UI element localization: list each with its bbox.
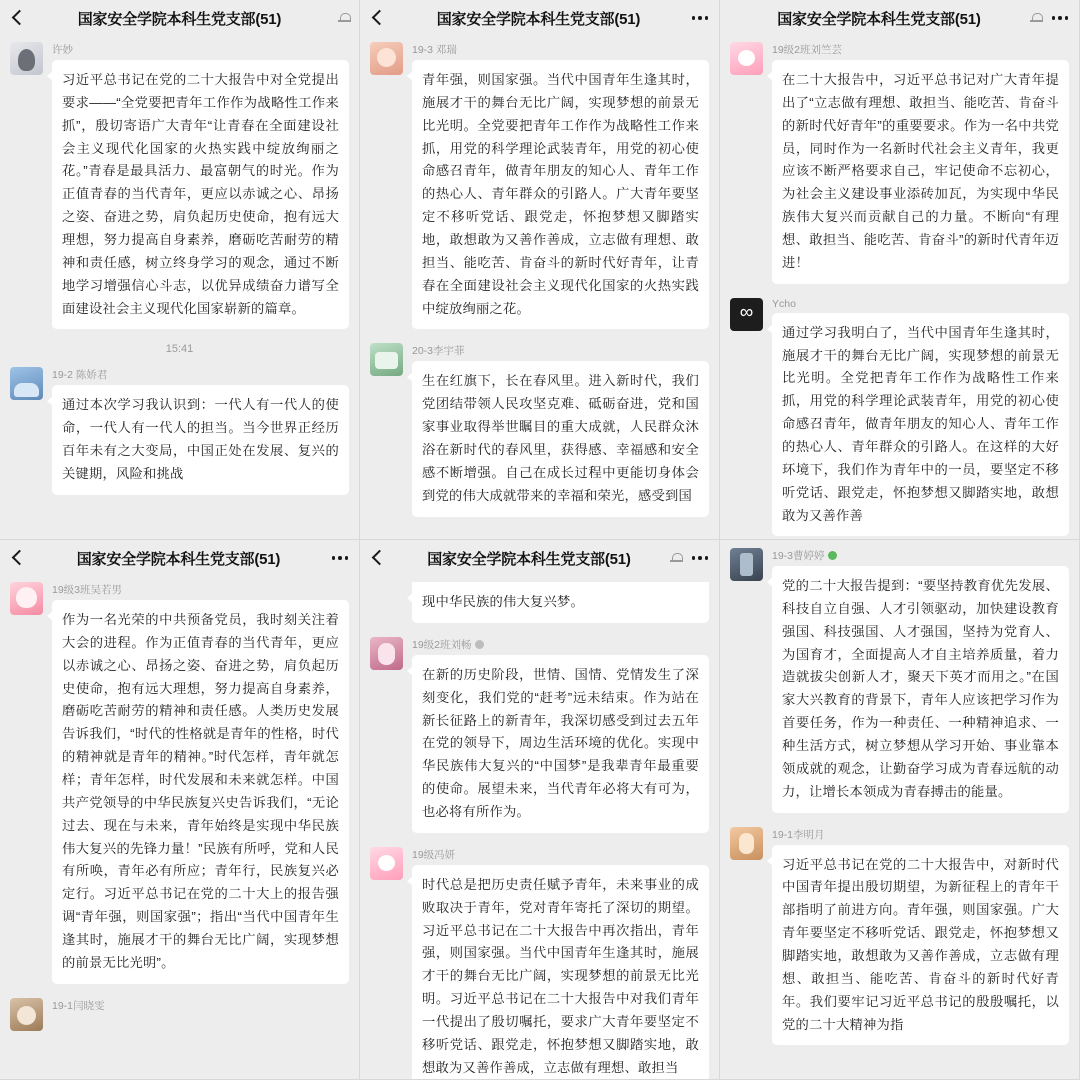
message-bubble[interactable]: 通过本次学习我认识到：一代人有一代人的使命，一代人有一代人的担当。当今世界正经历百年未有之大变局，中国正处在发展、复兴的关键期，风险和挑战 (52, 385, 349, 494)
more-options-icon[interactable] (1049, 11, 1071, 25)
message-list-3[interactable] (720, 36, 1079, 539)
titlebar-actions-4 (329, 551, 351, 565)
chat-panel-4 (0, 540, 360, 1080)
avatar[interactable] (10, 42, 43, 75)
timestamp: 15:41 (165, 343, 194, 356)
message-bubble[interactable]: 习近平总书记在党的二十大报告中对全党提出要求——“全党要把青年工作作为战略性工作来抓”，殷切寄语广大青年“让青春在全面建设社会主义现代化国家的火热实践中绽放绚丽之花。”青春是最具活力、最富朝气的时光。作为正值青春的当代青年，更应以赤诚之心、昂扬之姿、奋进之势，肩负起历史使命，抱有远大理想，努力提高自身素养，磨砺吃苦耐劳的精神和责任感，树立终身学习的观念，通过不断地学习增强信心斗志，以优异成绩奋力谱写全面建设社会主义现代化国家崭新的篇章。 (52, 60, 349, 329)
sender-label: 19级2班刘畅 (412, 638, 472, 651)
message-bubble[interactable]: 通过学习我明白了，当代中国青年生逢其时，施展才干的舞台无比广阔，实现梦想的前景无比光明。全党把青年工作作为战略性工作来抓，用党的科学理论武装青年，用党的初心使命感召青年，做青年朋友的知心人、青年工作的热心人、青年群众的引路人。在这样的大好环境下，我们作为青年中的一员，要坚定不移听党话、跟党走，怀抱梦想又脚踏实地，敢想敢为又善作善 (772, 313, 1069, 537)
message-bubble[interactable]: 时代总是把历史责任赋予青年，未来事业的成败取决于青年，党对青年寄托了深切的期望。习近平总书记在二十大报告中再次指出，青年强，则国家强。当代中国青年生逢其时，施展才干的舞台无比广阔，实现梦想的前景无比光明。习近平总书记在二十大报告中对我们青年一代提出了殷切嘱托，要求广大青年要坚定不移听党话、跟党走，怀抱梦想又脚踏实地，敢想敢为又善作善成，立志做有理想、敢担当 (412, 865, 709, 1079)
page-title: 国家安全学院本科生党支部(51) (77, 10, 282, 28)
sender-name: 许妙 (52, 44, 73, 56)
titlebar-2 (360, 0, 719, 36)
mute-bell-icon[interactable] (338, 12, 351, 25)
message-item (10, 998, 349, 1031)
chat-panel-1 (0, 0, 360, 540)
titlebar-actions-2 (689, 11, 711, 25)
message-list-6[interactable] (720, 540, 1079, 1079)
message-item (370, 343, 709, 516)
titlebar-3 (720, 0, 1079, 36)
avatar[interactable] (370, 847, 403, 880)
message-list-1[interactable] (0, 36, 359, 539)
sender-name: 19级3班吴若男 (52, 584, 123, 596)
message-bubble[interactable]: 现中华民族的伟大复兴梦。 (412, 582, 709, 623)
message-item-partial (370, 582, 709, 623)
chat-panel-2 (360, 0, 720, 540)
sender-name: 19-2 陈娇君 (52, 369, 108, 382)
back-chevron-icon[interactable] (368, 8, 388, 28)
avatar[interactable] (730, 827, 763, 860)
message-list-4[interactable] (0, 576, 359, 1079)
avatar[interactable] (730, 298, 763, 331)
message-item (730, 42, 1069, 284)
sender-name: 19-3 邓瑞 (412, 44, 457, 56)
message-bubble[interactable]: 在二十大报告中，习近平总书记对广大青年提出了“立志做有理想、敢担当、能吃苦、肯奋斗的新时代好青年”的重要要求。作为一名中共党员，同时作为一名新时代社会主义青年，我更应该不断严格要求自己，牢记使命不忘初心，为社会主义建设事业添砖加瓦，为实现中华民族伟大复兴而贡献自己的力量。不断向“有理想、敢担当、能吃苦、肯奋斗”的新时代青年迈进！ (772, 60, 1069, 284)
titlebar-actions-3 (1030, 11, 1071, 25)
message-item (370, 42, 709, 329)
avatar[interactable] (10, 582, 43, 615)
avatar[interactable] (730, 548, 763, 581)
message-list-2[interactable] (360, 36, 719, 539)
sender-name: 19级2班刘竺芸 (772, 44, 843, 56)
titlebar-actions-5 (670, 551, 711, 565)
member-badge-icon (828, 551, 837, 560)
avatar[interactable] (370, 42, 403, 75)
avatar[interactable] (730, 42, 763, 75)
sender-name (772, 548, 1069, 563)
message-item (370, 847, 709, 1079)
message-item (10, 367, 349, 494)
message-item (370, 637, 709, 833)
sender-name: 19-1闫晓雯 (52, 999, 105, 1012)
page-title: 国家安全学院本科生党支部(51) (436, 10, 641, 28)
sender-name: Ycho (772, 297, 796, 310)
titlebar-actions-1 (331, 12, 351, 25)
more-options-icon[interactable] (689, 11, 711, 25)
message-item (730, 548, 1069, 813)
member-badge-icon (475, 640, 484, 649)
avatar[interactable] (370, 637, 403, 670)
message-item (10, 582, 349, 984)
titlebar-4 (0, 540, 359, 576)
sender-name: 20-3李宇菲 (412, 345, 465, 358)
message-item (730, 298, 1069, 537)
back-chevron-icon[interactable] (8, 548, 28, 568)
mute-bell-icon[interactable] (1030, 12, 1043, 25)
back-chevron-icon[interactable] (8, 8, 28, 28)
message-bubble[interactable]: 党的二十大报告提到：“要坚持教育优先发展、科技自立自强、人才引领驱动，加快建设教育强国、科技强国、人才强国，坚持为党育人、为国育才，全面提高人才自主培养质量，着力造就拔尖创新人才，聚天下英才而用之。”在国家大兴教育的背景下，青年人应该把学习作为首要任务，作为一种责任、一种精神追求、一种生活方式，树立梦想从学习开始、事业靠本领成就的观念，让勤奋学习成为青春远航的动力，让增长本领成为青春搏击的能量。 (772, 566, 1069, 813)
page-title: 国家安全学院本科生党支部(51) (777, 10, 981, 28)
message-bubble[interactable]: 在新的历史阶段，世情、国情、党情发生了深刻变化，我们党的“赶考”远未结束。作为站在新长征路上的新青年，我深切感受到过去五年在党的领导下，周边生活环境的优化。实现中华民族伟大复兴的“中国梦”是我辈青年最重要的使命。展望未来，当代青年必将大有可为，也必将有所作为。 (412, 655, 709, 833)
chat-panel-3 (720, 0, 1080, 540)
titlebar-1 (0, 0, 359, 36)
titlebar-5 (360, 540, 719, 576)
message-item (730, 827, 1069, 1046)
message-list-5[interactable] (360, 576, 719, 1079)
more-options-icon[interactable] (689, 551, 711, 565)
message-bubble[interactable]: 生在红旗下，长在春风里。进入新时代，我们党团结带领人民攻坚克难、砥砺奋进，党和国家事业取得举世瞩目的重大成就，人民群众沐浴在新时代的春风里，获得感、幸福感和安全感不断增强。自己在成长过程中更能切身体会到党的伟大成就带来的幸福和荣光，感受到国 (412, 361, 709, 516)
back-chevron-icon[interactable] (368, 548, 388, 568)
page-title: 国家安全学院本科生党支部(51) (427, 550, 631, 568)
message-bubble[interactable]: 习近平总书记在党的二十大报告中，对新时代中国青年提出殷切期望，为新征程上的青年干部指明了前进方向。青年强，则国家强。广大青年要坚定不移听党话、跟党走，怀抱梦想又脚踏实地，敢想敢为又善作善成，立志做有理想、敢担当、能吃苦、肯奋斗的新时代好青年。我们要牢记习近平总书记的殷殷嘱托，以党的二十大精神为指 (772, 845, 1069, 1046)
sender-name (412, 637, 709, 652)
sender-label: 19-3曹婷婷 (772, 550, 825, 562)
avatar[interactable] (10, 998, 43, 1031)
message-bubble[interactable]: 青年强，则国家强。当代中国青年生逢其时，施展才干的舞台无比广阔，实现梦想的前景无比光明。全党要把青年工作作为战略性工作来抓，用党的科学理论武装青年，用党的初心使命感召青年，做青年朋友的知心人、青年工作的热心人、青年群众的引路人。广大青年要坚定不移听党话、跟党走，怀抱梦想又脚踏实地，敢想敢为又善作善成，立志做有理想、敢担当、能吃苦、肯奋斗的新时代好青年，让青春在全面建设社会主义现代化国家的火热实践中绽放绚丽之花。 (412, 60, 709, 329)
message-bubble[interactable]: 作为一名光荣的中共预备党员，我时刻关注着大会的进程。作为正值青春的当代青年，更应以赤诚之心、昂扬之姿、奋进之势，肩负起历史使命，抱有远大理想，努力提高自身素养，磨砺吃苦耐劳的精神和责任感。人类历史发展告诉我们，“时代的性格就是青年的性格，时代的精神就是青年的精神。”时代怎样，青年就怎样；青年怎样，时代发展和未来就怎样。中国共产党领导的中华民族复兴史告诉我们，“无论过去、现在与未来，青年始终是实现中华民族伟大复兴的先锋力量！”民族有所呼，党和人民有所唤，青年必有所应；青年行，民族复兴必定行。习近平总书记在党的二十大上的报告强调“青年强，则国家强”；指出“当代中国青年生逢其时，施展才干的舞台无比广阔，实现梦想的前景无比光明”。 (52, 600, 349, 984)
more-options-icon[interactable] (329, 551, 351, 565)
mute-bell-icon[interactable] (670, 552, 683, 565)
avatar[interactable] (370, 343, 403, 376)
chat-panel-6 (720, 540, 1080, 1080)
sender-name: 19级冯妍 (412, 848, 456, 861)
sender-name: 19-1李明月 (772, 828, 825, 841)
avatar[interactable] (10, 367, 43, 400)
message-item (10, 42, 349, 329)
chat-panel-5 (360, 540, 720, 1080)
page-title: 国家安全学院本科生党支部(51) (76, 550, 281, 568)
